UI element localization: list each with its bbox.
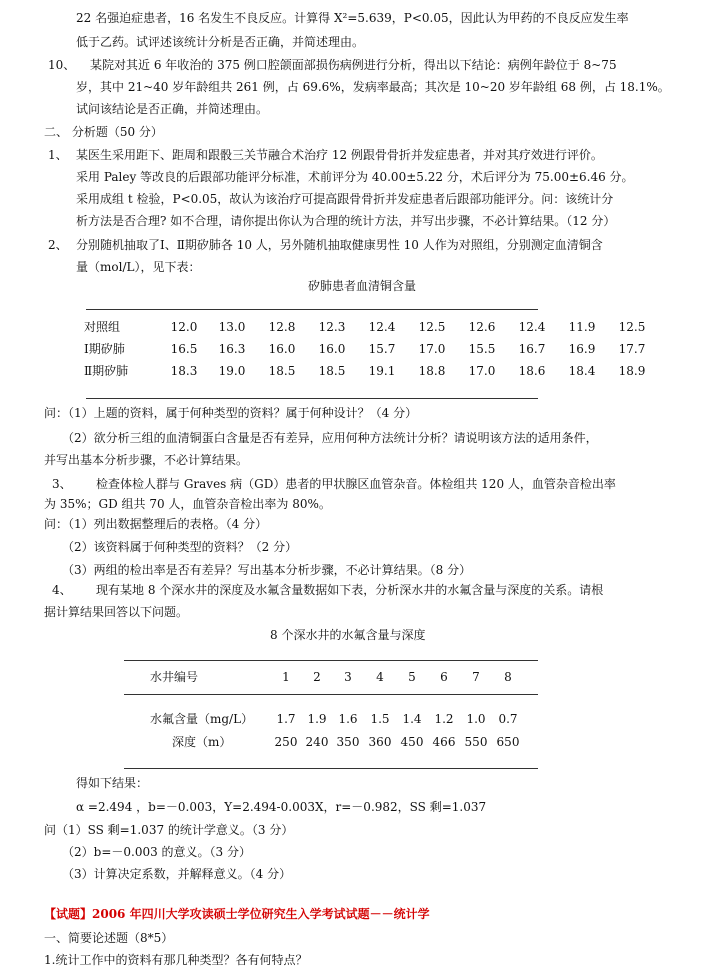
table-header-cell: 7: [472, 670, 480, 684]
text-line: 检查体检人群与 Graves 病（GD）患者的甲状腺区血管杂音。体检组共 120 人，血管杂音检出率: [96, 477, 616, 491]
table-cell: 360: [368, 735, 392, 749]
table-cell: 0.7: [498, 712, 518, 726]
table-row-label: Ⅱ期矽肺: [84, 364, 129, 378]
text-line: 问：（1）列出数据整理后的表格。（4 分）: [44, 517, 268, 531]
table-cell: 1.6: [338, 712, 358, 726]
table-cell: 17.0: [418, 342, 446, 356]
table-cell: 650: [496, 735, 520, 749]
text-line: 分别随机抽取了Ⅰ、Ⅱ期矽肺各 10 人，另外随机抽取健康男性 10 人作为对照组，分别测定血清铜含: [76, 238, 603, 252]
table-cell: 18.5: [268, 364, 296, 378]
text-line: 为 35%；GD 组共 70 人，血管杂音检出率为 80%。: [44, 497, 331, 511]
text-line: 采用 Paley 等改良的后跟部功能评分标准，术前评分为 40.00±5.22 分，术后评分为 75.00±6.46 分。: [76, 170, 634, 184]
table-bottom-rule: [86, 398, 538, 399]
table-header-rule: [124, 694, 538, 695]
table-cell: 466: [432, 735, 456, 749]
table-cell: 18.4: [568, 364, 596, 378]
table-cell: 17.0: [468, 364, 496, 378]
table-row-label: Ⅰ期矽肺: [84, 342, 125, 356]
text-line: 试问该结论是否正确，并简述理由。: [76, 102, 269, 116]
text-line: 某医生采用距下、距周和跟骰三关节融合术治疗 12 例跟骨骨折并发症患者，并对其疗效进行评价。: [76, 148, 603, 162]
table-cell: 11.9: [568, 320, 596, 334]
table-header-cell: 8: [504, 670, 512, 684]
text-line: 得如下结果：: [76, 776, 149, 790]
table-cell: 16.7: [518, 342, 546, 356]
table-cell: 350: [336, 735, 360, 749]
text-line: 采用成组 t 检验，P<0.05，故认为该治疗可提高跟骨骨折并发症患者后跟部功能评分。问：该统计分: [76, 192, 614, 206]
text-line: 问：（1）上题的资料，属于何种类型的资料？属于何种设计？（4 分）: [44, 406, 418, 420]
table-top-rule: [124, 660, 538, 661]
table-cell: 1.2: [434, 712, 454, 726]
table-cell: 16.9: [568, 342, 596, 356]
table-header-cell: 1: [282, 670, 290, 684]
table-cell: 12.5: [418, 320, 446, 334]
table-cell: 1.9: [307, 712, 327, 726]
text-line: （2）该资料属于何种类型的资料？（2 分）: [62, 540, 298, 554]
table-cell: 1.5: [370, 712, 390, 726]
table-title: 8 个深水井的水氟含量与深度: [270, 628, 426, 642]
table-cell: 19.0: [218, 364, 246, 378]
question-number: 2、: [48, 238, 68, 252]
question-number: 10、: [48, 58, 76, 72]
question-number: 1、: [48, 148, 68, 162]
table-cell: 16.3: [218, 342, 246, 356]
section-heading: 一、简要论述题（8*5）: [44, 931, 174, 945]
text-line: 析方法是否合理? 如不合理，请你提出你认为合理的统计方法，并写出步骤，不必计算结果。（12 分）: [76, 214, 616, 228]
table-cell: 18.9: [618, 364, 646, 378]
table-cell: 550: [464, 735, 488, 749]
table-cell: 12.4: [518, 320, 546, 334]
text-line: 问（1）SS 剩=1.037 的统计学意义。（3 分）: [44, 823, 294, 837]
text-line: 低于乙药。试评述该统计分析是否正确，并简述理由。: [76, 35, 365, 49]
table-cell: 13.0: [218, 320, 246, 334]
table-row-label: 水氟含量（mg/L）: [150, 712, 254, 726]
text-line: 量（mol/L），见下表：: [76, 260, 201, 274]
text-line: 岁，其中 21~40 岁年龄组共 261 例，占 69.6%，发病率最高；其次是 10~20 岁年龄组 68 例，占 18.1%。: [76, 80, 670, 94]
text-line: （2）b=－0.003 的意义。（3 分）: [62, 845, 251, 859]
table-cell: 12.0: [170, 320, 198, 334]
table-row-label: 深度（m）: [172, 735, 232, 749]
table-cell: 240: [305, 735, 329, 749]
table-cell: 1.4: [402, 712, 422, 726]
table-cell: 15.5: [468, 342, 496, 356]
text-line: 据计算结果回答以下问题。: [44, 605, 189, 619]
table-top-rule: [86, 309, 538, 310]
table-cell: 19.1: [368, 364, 396, 378]
text-line: 1.统计工作中的资料有那几种类型？各有何特点？: [44, 953, 308, 967]
table-header-cell: 5: [408, 670, 416, 684]
table-header-label: 水井编号: [150, 670, 199, 684]
table-cell: 12.5: [618, 320, 646, 334]
table-cell: 1.0: [466, 712, 486, 726]
table-cell: 18.3: [170, 364, 198, 378]
table-cell: 18.5: [318, 364, 346, 378]
question-number: 4、: [52, 583, 72, 597]
table-cell: 250: [274, 735, 298, 749]
text-line: 22 名强迫症患者，16 名发生不良反应。计算得 X²=5.639，P<0.05，因此认为甲药的不良反应发生率: [76, 11, 629, 25]
table-cell: 12.6: [468, 320, 496, 334]
table-header-cell: 4: [376, 670, 384, 684]
table-cell: 16.0: [318, 342, 346, 356]
exam-heading: 【试题】2006 年四川大学攻读硕士学位研究生入学考试试题－－统计学: [44, 907, 430, 921]
table-row-label: 对照组: [84, 320, 121, 334]
text-line: （2）欲分析三组的血清铜蛋白含量是否有差异，应用何种方法统计分析？请说明该方法的适用条件，: [62, 431, 598, 445]
table-header-cell: 6: [440, 670, 448, 684]
text-line: 现有某地 8 个深水井的深度及水氟含量数据如下表，分析深水井的水氟含量与深度的关系。请根: [96, 583, 604, 597]
question-number: 3、: [52, 477, 72, 491]
table-header-cell: 3: [344, 670, 352, 684]
table-cell: 12.3: [318, 320, 346, 334]
text-line: 某院对其近 6 年收治的 375 例口腔颌面部损伤病例进行分析，得出以下结论：病例年龄位于 8~75: [90, 58, 617, 72]
table-cell: 12.8: [268, 320, 296, 334]
table-cell: 450: [400, 735, 424, 749]
table-cell: 12.4: [368, 320, 396, 334]
text-line: 并写出基本分析步骤，不必计算结果。: [44, 453, 249, 467]
table-cell: 15.7: [368, 342, 396, 356]
table-cell: 18.6: [518, 364, 546, 378]
table-bottom-rule: [124, 768, 538, 769]
table-header-cell: 2: [313, 670, 321, 684]
table-title: 矽肺患者血清铜含量: [308, 279, 417, 293]
text-line: （3）计算决定系数，并解释意义。（4 分）: [62, 867, 292, 881]
table-cell: 1.7: [276, 712, 296, 726]
table-cell: 17.7: [618, 342, 646, 356]
text-line: （3）两组的检出率是否有差异？写出基本分析步骤，不必计算结果。（8 分）: [62, 563, 472, 577]
table-cell: 18.8: [418, 364, 446, 378]
formula-line: α =2.494 ，b=－0.003，Y=2.494-0.003X，r=－0.982，SS 剩=1.037: [76, 800, 487, 814]
section-heading: 二、 分析题（50 分）: [44, 125, 163, 139]
table-cell: 16.5: [170, 342, 198, 356]
table-cell: 16.0: [268, 342, 296, 356]
